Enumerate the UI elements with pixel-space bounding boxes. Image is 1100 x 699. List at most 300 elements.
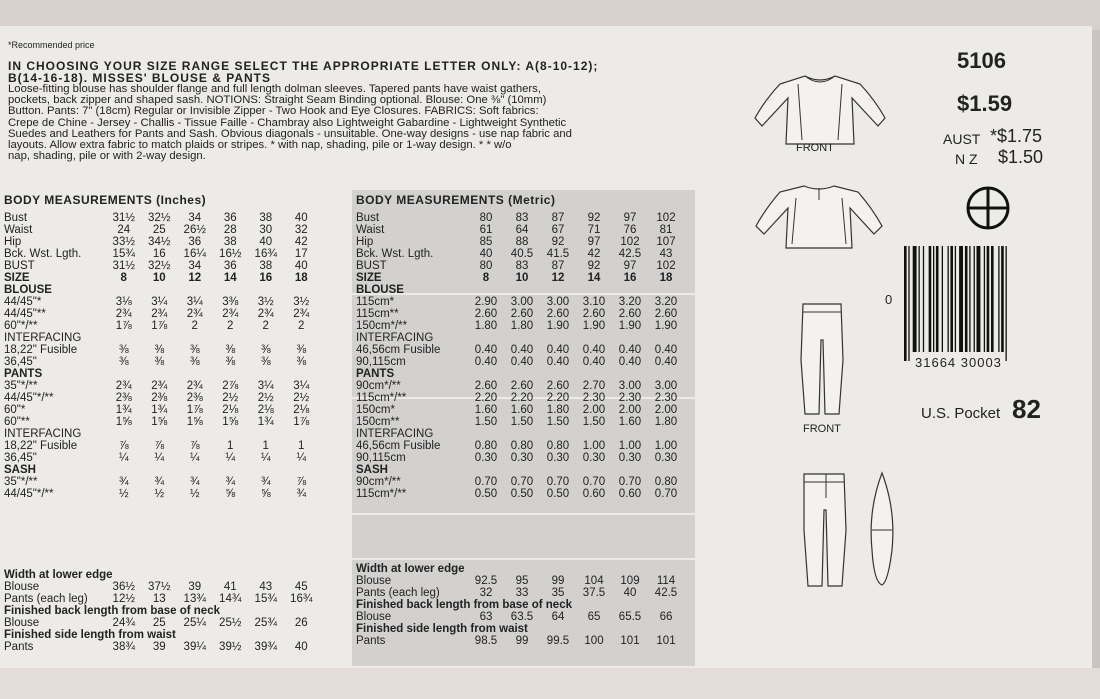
pocket-label: U.S. Pocket — [921, 405, 1001, 422]
finished-heading-row — [356, 599, 684, 611]
cell-value: 1⅝ — [222, 416, 239, 428]
cell-value: 1.60 — [474, 404, 498, 416]
cell-value: 13¾ — [183, 593, 206, 605]
cell-value: 1⅞ — [151, 320, 168, 332]
cell-value: 38 — [223, 236, 237, 248]
row-label: Waist — [4, 224, 33, 236]
row-label: 44/45"* — [4, 296, 42, 308]
row-label: 18,22" Fusible — [4, 440, 78, 452]
finished-row — [356, 635, 684, 647]
cell-value: 2.20 — [546, 392, 570, 404]
row-label: SIZE — [4, 272, 30, 284]
row-label: 35"*/** — [4, 380, 38, 392]
cell-value: 42.5 — [618, 248, 642, 260]
cell-value: 102 — [620, 236, 640, 248]
barcode-bar — [950, 246, 953, 352]
row-label: 115cm* — [356, 296, 395, 308]
cell-value: 0.30 — [474, 452, 498, 464]
measurement-row — [4, 224, 319, 236]
cell-value: ½ — [154, 488, 165, 500]
cell-value: 2⅜ — [115, 392, 132, 404]
cell-value: 100 — [584, 635, 604, 647]
row-label: Pants — [4, 641, 34, 653]
cell-value: 2.70 — [582, 380, 606, 392]
cell-value: 1.00 — [582, 440, 606, 452]
cell-value: 0.40 — [582, 356, 606, 368]
measurement-row — [4, 416, 319, 428]
cell-value: 1⅞ — [293, 416, 310, 428]
row-label: Blouse — [356, 575, 392, 587]
cell-value: ⅞ — [189, 440, 200, 452]
cell-value: 32 — [294, 224, 308, 236]
cell-value: ⅜ — [154, 344, 165, 356]
cell-value: 39 — [152, 641, 166, 653]
cell-value: 12 — [188, 272, 202, 284]
cell-value: ¾ — [154, 476, 165, 488]
row-label: 44/45"*/** — [4, 488, 54, 500]
description-line: Crepe de Chine - Jersey - Challis - Tissue Faille - Chambray also Lightweight Gabardine - Lightweight Synthetic — [8, 116, 567, 129]
cell-value: 2½ — [222, 392, 239, 404]
barcode-bar — [977, 246, 981, 352]
cell-value: 95 — [515, 575, 529, 587]
imperial-table-title: BODY MEASUREMENTS (Inches) — [4, 193, 207, 207]
cell-value: 10 — [152, 272, 166, 284]
cell-value: 12½ — [112, 593, 135, 605]
cell-value: 30 — [259, 224, 273, 236]
measurement-row — [356, 224, 684, 236]
cell-value: 1.80 — [654, 416, 678, 428]
cell-value: 1.00 — [654, 440, 678, 452]
cell-value: ¾ — [260, 476, 271, 488]
cell-value: 2⅛ — [222, 404, 239, 416]
cell-value: 64 — [551, 611, 565, 623]
cell-value: 2⅜ — [186, 392, 203, 404]
cell-value: 3⅛ — [115, 296, 132, 308]
cell-value: 0.30 — [510, 452, 534, 464]
measurement-row — [4, 452, 319, 464]
cell-value: ¾ — [118, 476, 129, 488]
cell-value: 1⅝ — [186, 416, 203, 428]
cell-value: 40 — [259, 236, 273, 248]
cell-value: ⅜ — [296, 344, 307, 356]
measurement-row — [4, 356, 319, 368]
measurement-row — [4, 404, 319, 416]
cell-value: ⅞ — [296, 476, 307, 488]
envelope-bottom-edge — [0, 668, 1100, 699]
cell-value: 0.40 — [582, 344, 606, 356]
row-label: BUST — [4, 260, 35, 272]
cell-value: ⅜ — [189, 344, 200, 356]
cell-value: 0.80 — [654, 476, 678, 488]
finished-heading-row — [4, 605, 319, 617]
cell-value: 0.50 — [546, 488, 570, 500]
measurement-row — [356, 308, 684, 320]
row-label: BUST — [356, 260, 387, 272]
cell-value: 41 — [223, 581, 237, 593]
cell-value: 2.60 — [618, 308, 642, 320]
measurement-row — [356, 476, 684, 488]
cell-value: 1¾ — [115, 404, 132, 416]
cell-value: 2.00 — [618, 404, 642, 416]
sash-illustration — [866, 470, 898, 588]
cell-value: ½ — [118, 488, 129, 500]
section-heading-row — [4, 464, 319, 476]
barcode-bar — [933, 246, 934, 352]
barcode-bar — [923, 246, 924, 352]
row-label: 18,22" Fusible — [4, 344, 78, 356]
nz-price: $1.50 — [998, 147, 1044, 167]
section-heading-row — [356, 332, 684, 344]
cell-value: ¼ — [296, 452, 307, 464]
barcode-bar — [965, 246, 968, 352]
cell-value: 12 — [551, 272, 565, 284]
cell-value: 42.5 — [654, 587, 678, 599]
cell-value: 3⅜ — [222, 296, 239, 308]
row-label: Finished back length from base of neck — [4, 605, 220, 617]
measurement-row — [4, 440, 319, 452]
measurement-row — [356, 320, 684, 332]
cell-value: 1 — [227, 440, 234, 452]
front-label-pants: FRONT — [803, 423, 841, 435]
cell-value: 16¼ — [183, 248, 206, 260]
cell-value: 2.60 — [510, 380, 534, 392]
cell-value: 25 — [152, 617, 166, 629]
cell-value: 2¾ — [151, 380, 168, 392]
cell-value: 76 — [623, 224, 637, 236]
cell-value: 99 — [551, 575, 565, 587]
cell-value: 2.30 — [618, 392, 642, 404]
cell-value: 16 — [623, 272, 637, 284]
finished-heading-row — [4, 569, 319, 581]
cell-value: 3.20 — [654, 296, 678, 308]
cell-value: 32 — [479, 587, 493, 599]
section-heading-row — [356, 464, 684, 476]
row-label: Width at lower edge — [356, 563, 465, 575]
row-label: Finished side length from waist — [356, 623, 528, 635]
row-label: SASH — [356, 464, 388, 476]
cell-value: 97 — [587, 236, 601, 248]
cell-value: 43 — [259, 581, 273, 593]
row-label: 44/45"** — [4, 308, 46, 320]
row-label: Blouse — [356, 611, 392, 623]
measurement-row — [4, 272, 319, 284]
barcode-bar — [948, 246, 949, 352]
cell-value: 3½ — [257, 296, 274, 308]
cell-value: ¼ — [225, 452, 236, 464]
barcode-bar — [955, 246, 956, 352]
row-label: PANTS — [4, 368, 43, 380]
row-label: 150cm*/** — [356, 320, 408, 332]
cell-value: 87 — [551, 260, 565, 272]
section-heading-row — [4, 332, 319, 344]
measurement-row — [4, 476, 319, 488]
cell-value: 0.40 — [510, 356, 534, 368]
cell-value: 1.50 — [582, 416, 606, 428]
cell-value: 2.60 — [546, 308, 570, 320]
cell-value: 16 — [152, 248, 166, 260]
cell-value: 80 — [479, 260, 493, 272]
cell-value: 38 — [259, 212, 273, 224]
measurement-row — [4, 236, 319, 248]
cell-value: 0.70 — [546, 476, 570, 488]
row-label: 90,115cm — [356, 356, 406, 368]
cell-value: ⅜ — [225, 356, 236, 368]
measurement-row — [356, 488, 684, 500]
cell-value: 67 — [551, 224, 565, 236]
cell-value: 0.80 — [474, 440, 498, 452]
cell-value: 25¾ — [254, 617, 277, 629]
measurement-row — [4, 260, 319, 272]
cell-value: 1.00 — [618, 440, 642, 452]
cell-value: 39½ — [219, 641, 242, 653]
cell-value: 0.60 — [618, 488, 642, 500]
measurement-row — [356, 296, 684, 308]
cell-value: 0.40 — [654, 344, 678, 356]
measurement-row — [4, 380, 319, 392]
cell-value: 0.30 — [618, 452, 642, 464]
cell-value: 101 — [656, 635, 676, 647]
section-heading-row — [356, 368, 684, 380]
barcode-bar — [913, 246, 917, 352]
size-range-line-2: B(14-16-18). MISSES' BLOUSE & PANTS — [8, 71, 272, 85]
measurement-row — [4, 344, 319, 356]
cell-value: 8 — [482, 272, 490, 284]
cell-value: 0.70 — [510, 476, 534, 488]
cell-value: 39¼ — [183, 641, 206, 653]
cell-value: 36 — [223, 260, 237, 272]
barcode-bar — [908, 246, 909, 361]
barcode-bar — [919, 246, 920, 352]
measurement-row — [356, 260, 684, 272]
metric-finished-measurements — [356, 563, 684, 647]
cell-value: 31½ — [112, 212, 135, 224]
row-label: PANTS — [356, 368, 395, 380]
nz-label: N Z — [955, 151, 978, 167]
cell-value: 1⅝ — [115, 416, 132, 428]
cell-value: 34½ — [148, 236, 171, 248]
cell-value: 81 — [659, 224, 673, 236]
aust-label: AUST — [943, 131, 981, 147]
cell-value: ⅜ — [225, 344, 236, 356]
row-label: Waist — [356, 224, 385, 236]
measurement-row — [4, 488, 319, 500]
cell-value: 25½ — [219, 617, 242, 629]
price: $1.59 — [957, 91, 1013, 116]
cell-value: 3¼ — [151, 296, 168, 308]
section-heading-row — [4, 428, 319, 440]
measurement-row — [4, 212, 319, 224]
cell-value: 1¾ — [257, 416, 274, 428]
cell-value: ⅝ — [225, 488, 236, 500]
section-heading-row — [4, 368, 319, 380]
cell-value: 99.5 — [546, 635, 570, 647]
cell-value: 45 — [294, 581, 308, 593]
cell-value: 0.70 — [474, 476, 498, 488]
cell-value: 1.50 — [546, 416, 570, 428]
cell-value: ¼ — [260, 452, 271, 464]
measurement-row — [4, 308, 319, 320]
cell-value: 2.30 — [654, 392, 678, 404]
front-label-blouse: FRONT — [796, 142, 834, 154]
cell-value: 32½ — [148, 260, 171, 272]
cell-value: 3.00 — [618, 380, 642, 392]
section-heading-row — [356, 428, 684, 440]
cell-value: 33 — [515, 587, 529, 599]
measurement-row — [356, 272, 684, 284]
cell-value: 2¾ — [293, 308, 310, 320]
size-range-line-1: IN CHOOSING YOUR SIZE RANGE SELECT THE APPROPRIATE LETTER ONLY: A(8-10-12); — [8, 59, 599, 73]
barcode-bar — [936, 246, 939, 352]
row-label: 150cm** — [356, 416, 400, 428]
cell-value: ⅞ — [118, 440, 129, 452]
cell-value: 0.30 — [546, 452, 570, 464]
cell-value: 40.5 — [510, 248, 534, 260]
cell-value: 2.60 — [474, 308, 498, 320]
cell-value: 3.00 — [546, 296, 570, 308]
cell-value: 13 — [152, 593, 166, 605]
row-label: INTERFACING — [356, 332, 434, 344]
cell-value: ⅝ — [260, 488, 271, 500]
cell-value: ⅜ — [118, 344, 129, 356]
cell-value: 25¼ — [183, 617, 206, 629]
row-label: SASH — [4, 464, 36, 476]
cell-value: 83 — [515, 212, 529, 224]
row-label: Bust — [356, 212, 380, 224]
cell-value: 39 — [188, 581, 202, 593]
cell-value: 1.60 — [510, 404, 534, 416]
cell-value: 2 — [262, 320, 269, 332]
cell-value: 114 — [656, 575, 676, 587]
row-label: Finished side length from waist — [4, 629, 176, 641]
row-label: Bust — [4, 212, 28, 224]
cell-value: 2¾ — [222, 308, 239, 320]
finished-heading-row — [356, 623, 684, 635]
cell-value: ⅜ — [189, 356, 200, 368]
cell-value: ¾ — [296, 488, 307, 500]
cell-value: 15¾ — [254, 593, 277, 605]
imperial-finished-measurements — [4, 569, 319, 653]
row-label: 35"*/** — [4, 476, 38, 488]
cell-value: 0.70 — [582, 476, 606, 488]
cell-value: 2.00 — [654, 404, 678, 416]
barcode-bar — [987, 246, 990, 352]
cell-value: 0.40 — [546, 344, 570, 356]
row-label: Pants — [356, 635, 386, 647]
cell-value: 64 — [515, 224, 529, 236]
cell-value: 97 — [623, 212, 637, 224]
description-line: pockets, back zipper and shaped sash. NOTIONS: Straight Seam Binding optional. Blouse: One ⅜" (10mm) — [8, 94, 547, 107]
pants-back-illustration — [798, 470, 853, 590]
cell-value: 92 — [587, 212, 601, 224]
pattern-number: 5106 — [957, 48, 1006, 73]
cell-value: ¾ — [189, 476, 200, 488]
row-label: 115cm*/** — [356, 392, 407, 404]
cell-value: 40 — [479, 248, 493, 260]
cell-value: 2.90 — [474, 296, 498, 308]
cell-value: 0.50 — [510, 488, 534, 500]
cell-value: 0.70 — [654, 488, 678, 500]
recommended-price-note: *Recommended price — [8, 40, 95, 50]
cell-value: 1.60 — [618, 416, 642, 428]
cell-value: 18 — [294, 272, 308, 284]
multi-size-crosshair-icon — [965, 185, 1011, 231]
cell-value: ⅜ — [154, 356, 165, 368]
cell-value: 2¾ — [115, 308, 132, 320]
cell-value: 1 — [262, 440, 269, 452]
row-label: INTERFACING — [4, 428, 82, 440]
cell-value: 2.60 — [546, 380, 570, 392]
row-label: 46,56cm Fusible — [356, 344, 441, 356]
cell-value: 35 — [551, 587, 565, 599]
cell-value: 99 — [515, 635, 529, 647]
cell-value: 32½ — [148, 212, 171, 224]
cell-value: 92 — [587, 260, 601, 272]
cell-value: 66 — [659, 611, 673, 623]
barcode-bar — [984, 246, 985, 352]
cell-value: 37.5 — [582, 587, 606, 599]
cell-value: 98.5 — [474, 635, 498, 647]
cell-value: 14¾ — [219, 593, 242, 605]
imperial-measurement-table — [4, 212, 319, 500]
cell-value: 2¾ — [186, 380, 203, 392]
row-label: 36,45" — [4, 452, 37, 464]
row-label: Width at lower edge — [4, 569, 113, 581]
row-label: 90,115cm — [356, 452, 406, 464]
cell-value: 2⅜ — [151, 392, 168, 404]
cell-value: 0.60 — [582, 488, 606, 500]
section-heading-row — [4, 284, 319, 296]
cell-value: 24 — [117, 224, 131, 236]
cell-value: 15¾ — [112, 248, 135, 260]
cell-value: 42 — [587, 248, 601, 260]
cell-value: 16½ — [219, 248, 242, 260]
cell-value: 2.30 — [582, 392, 606, 404]
cell-value: 2¾ — [257, 308, 274, 320]
cell-value: ⅜ — [260, 344, 271, 356]
finished-row — [4, 593, 319, 605]
description-line: Suedes and Leathers for Pants and Sash. Obvious diagonals - unsuitable. One-way designs - use nap fabric and — [8, 127, 572, 140]
cell-value: 1.90 — [618, 320, 642, 332]
cell-value: 31½ — [112, 260, 135, 272]
finished-row — [4, 617, 319, 629]
cell-value: 2⅛ — [257, 404, 274, 416]
cell-value: ⅜ — [260, 356, 271, 368]
cell-value: 0.80 — [510, 440, 534, 452]
cell-value: 41.5 — [546, 248, 570, 260]
barcode-bar — [991, 246, 994, 352]
cell-value: 2½ — [293, 392, 310, 404]
cell-value: 92.5 — [474, 575, 498, 587]
cell-value: 38¾ — [112, 641, 135, 653]
cell-value: 0.80 — [546, 440, 570, 452]
cell-value: 2.60 — [474, 380, 498, 392]
cell-value: 104 — [584, 575, 604, 587]
cell-value: 33½ — [112, 236, 135, 248]
cell-value: 85 — [479, 236, 493, 248]
barcode-number: 31664 30003 — [915, 355, 1002, 370]
cell-value: 0.40 — [474, 356, 498, 368]
metric-table-title: BODY MEASUREMENTS (Metric) — [356, 193, 556, 207]
measurement-row — [356, 344, 684, 356]
cell-value: 17 — [294, 248, 308, 260]
blouse-back-illustration — [752, 178, 887, 258]
cell-value: 2 — [298, 320, 305, 332]
cell-value: 36 — [188, 236, 202, 248]
cell-value: 109 — [620, 575, 640, 587]
finished-row — [356, 575, 684, 587]
cell-value: 16 — [259, 272, 273, 284]
row-label: Pants (each leg) — [4, 593, 88, 605]
